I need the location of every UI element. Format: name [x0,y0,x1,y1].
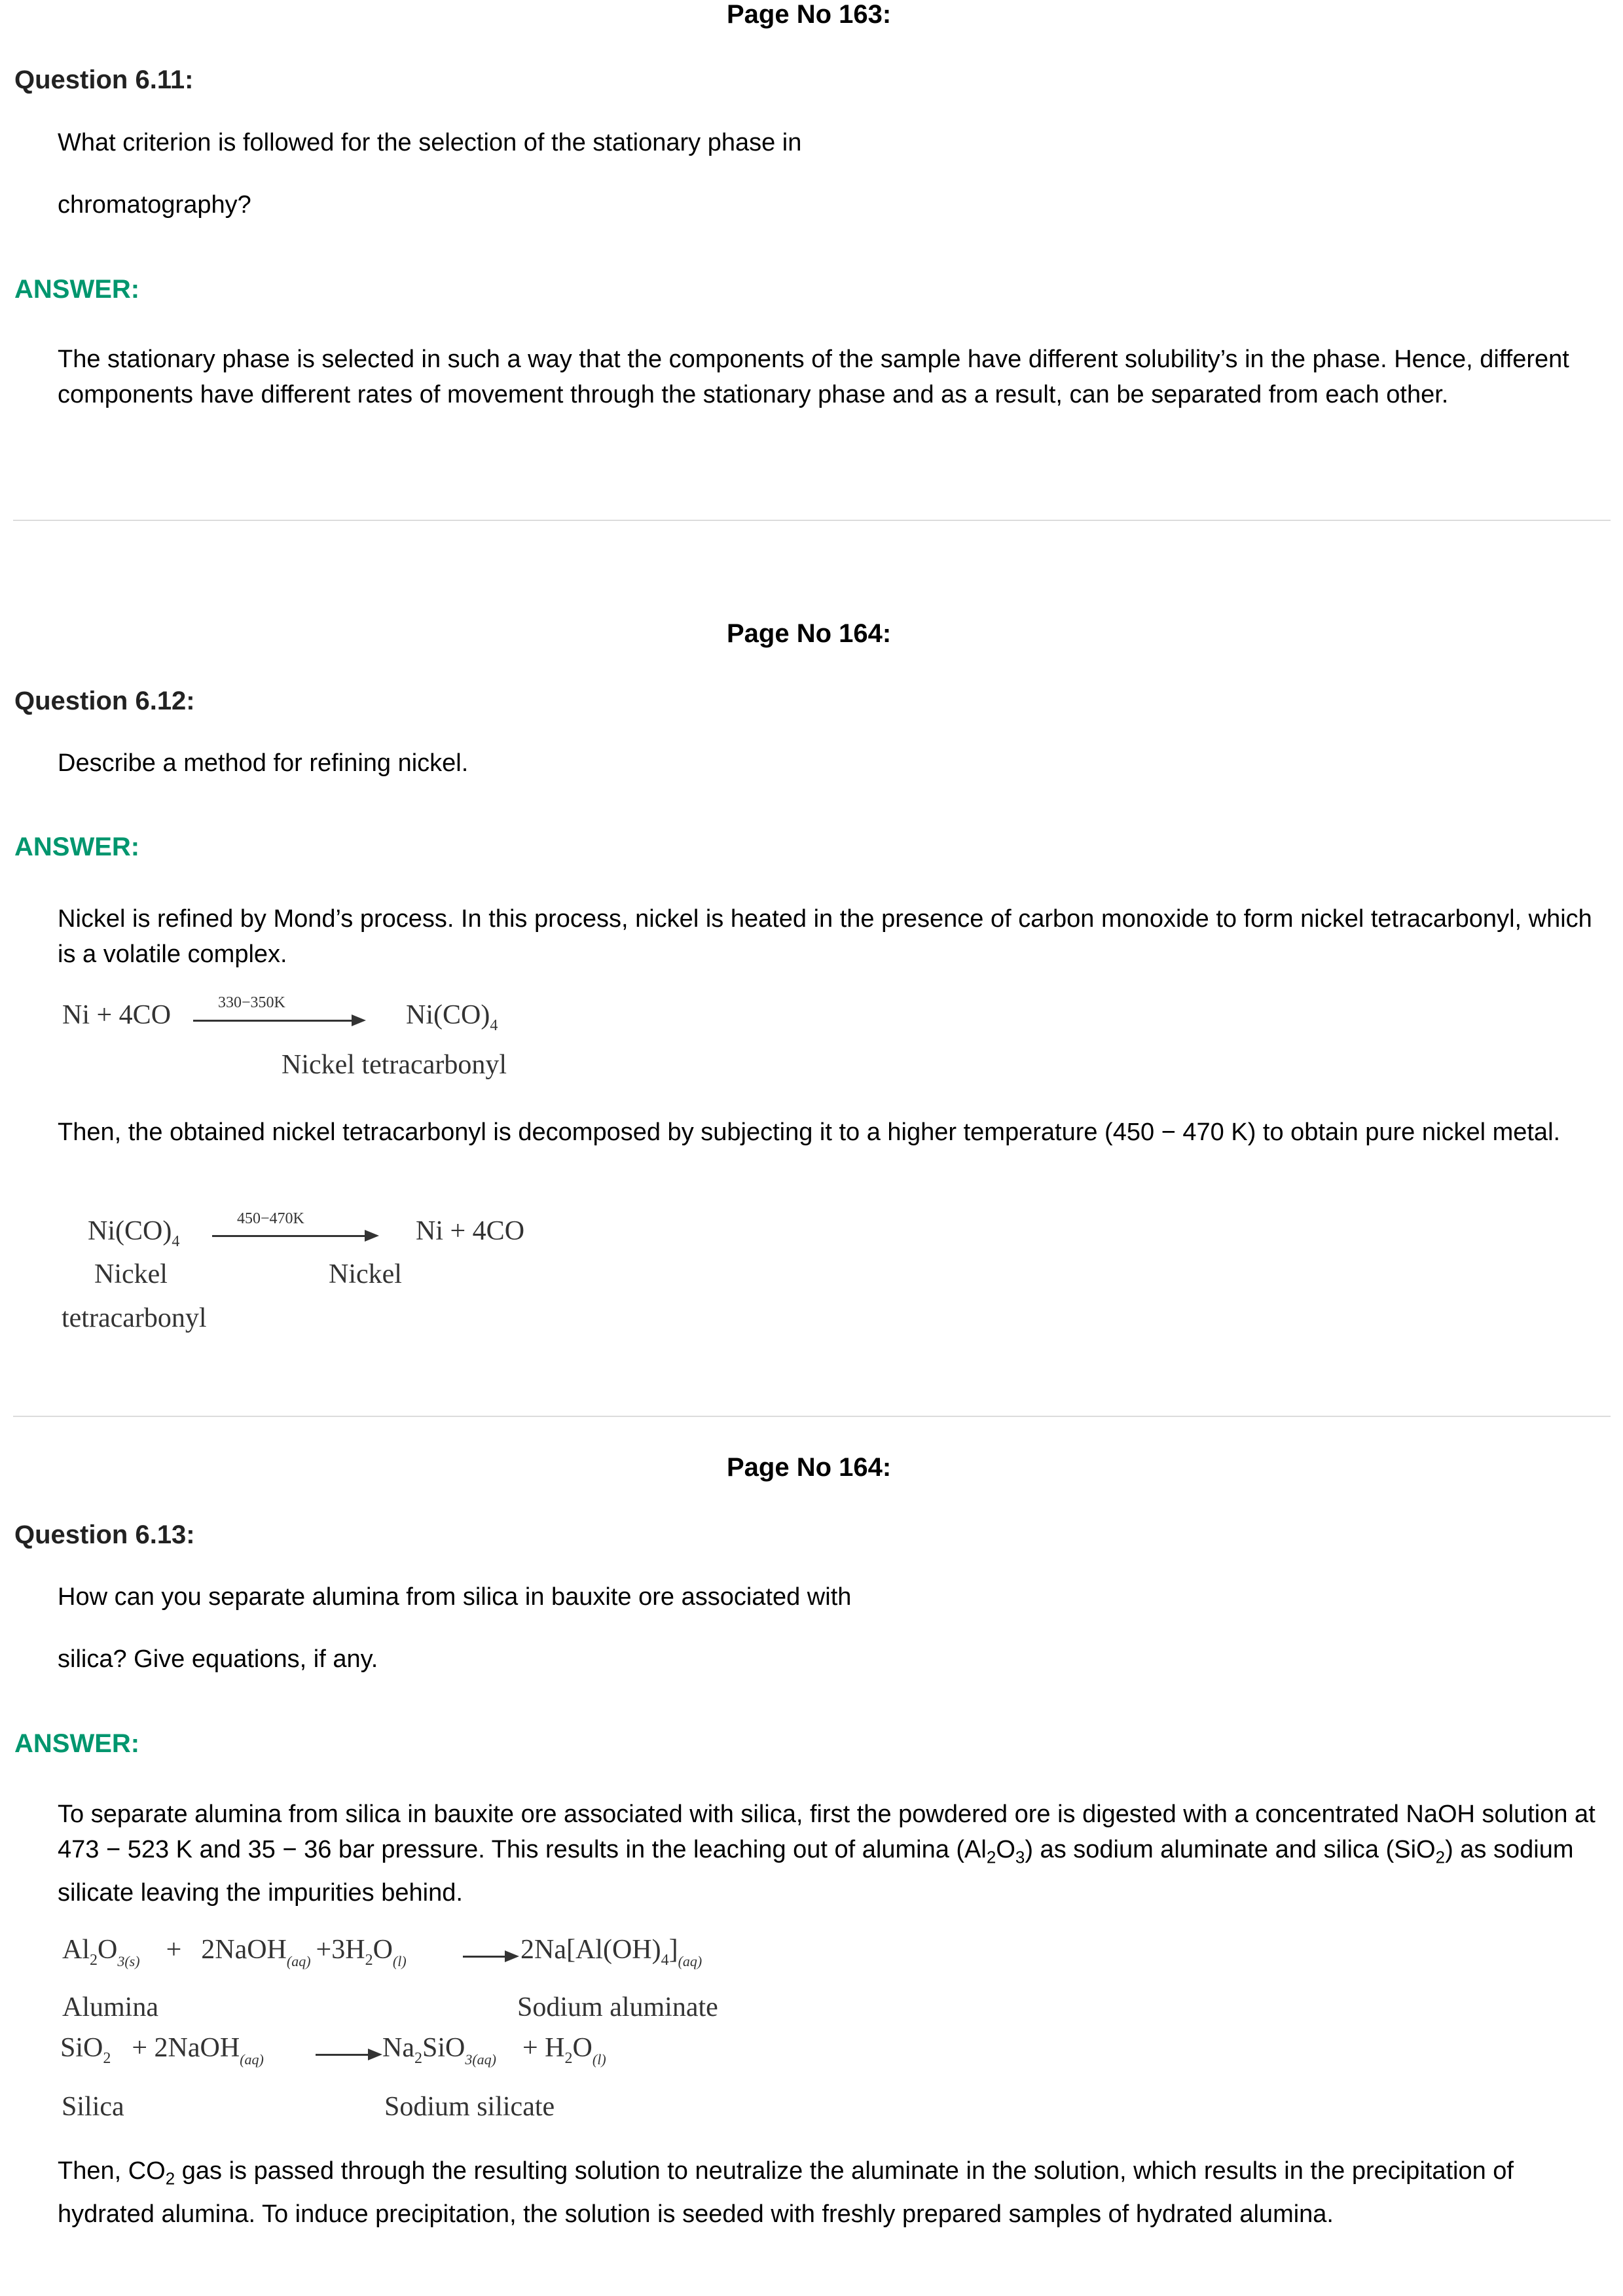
answer-paragraph: Nickel is refined by Mond’s process. In this process, nickel is heated in the presence of carbon monoxide to form nickel tetracarbonyl, which is a volatile complex. [58,905,1592,968]
equation-product: $Ni(CO)_4$ [406,1000,498,1034]
product-label: Nickel tetracarbonyl [282,1050,507,1080]
equation-product: $2Na[Al(OH)_4]_{(aq)}$ [520,1935,702,1969]
question-text-line-2: silica? Give equations, if any. [58,1645,378,1673]
question-text-line-2: chromatography? [58,191,251,219]
equation-reactants: Ni + 4CO [62,1000,172,1030]
arrowhead-icon [505,1950,519,1962]
section-divider [13,1416,1611,1417]
reaction-condition: 450−470K [237,1210,304,1227]
reaction-condition: 330−350K [218,994,285,1011]
answer-paragraph: To separate alumina from silica in bauxite ore associated with silica, first the powdered ore is digested with a concentrated NaOH solution at 473 − 523 K and 35 − 36 bar pressure. This results in the leaching out of alumina $(Al_2O_3)$ as sodium aluminate and silica (SiO$_2$) as sodium silicate leaving the impurities behind. [58,1801,1596,1907]
equation-reactants: $Al_2O_{3(s)}$ + 2NaOH$_{(aq)}$ $+3H_2O_{(l)}$ [62,1935,407,1969]
question-title: Question 6.13: [14,1520,195,1549]
equation-reactant: $Ni(CO)_4$ [88,1216,180,1250]
equation-alumina-digestion [62,1934,782,2022]
product-label: Sodium aluminate [517,1992,718,2022]
question-title: Question 6.12: [14,687,195,715]
equation-nickel-carbonyl-formation [62,994,534,1090]
question-text-line-1: Describe a method for refining nickel. [58,749,469,777]
reactant-label: Silica [62,2092,124,2122]
answer-paragraph: The stationary phase is selected in such a way that the components of the sample have different solubility’s in the phase. Hence, different components have different rates of movement through the stationary phase and as a result, can be separated from each other. [58,346,1569,408]
question-text-line-1: How can you separate alumina from silica in bauxite ore associated with [58,1583,852,1611]
answer-paragraph-2: Then, the obtained nickel tetracarbonyl is decomposed by subjecting it to a higher temperature (450 − 470 K) to obtain pure nickel metal. [58,1119,1561,1146]
equation-products: Ni + 4CO [416,1216,525,1246]
answer-paragraph-2: Then, $CO_2$ gas is passed through the resulting solution to neutralize the aluminate in the solution, which results in the precipitation of hydrated alumina. To induce precipitation, the solution is seeded with freshly prepared samples of hydrated alumina. [58,2157,1514,2228]
equation-silica-digestion [60,2032,715,2122]
question-title: Question 6.11: [14,65,194,94]
question-text-line-1: What criterion is followed for the selection of the stationary phase in [58,129,802,156]
answer-label: ANSWER: [14,1729,140,1758]
product-label: Nickel [329,1259,402,1289]
equation-reactants: SiO$_2$ + 2NaOH$_{(aq)}$ [60,2033,264,2068]
answer-label: ANSWER: [14,275,140,304]
arrowhead-icon [368,2049,382,2060]
product-label: Sodium silicate [384,2092,555,2122]
section-divider [13,520,1611,521]
equation-products: $Na_2SiO_{3(aq)} + H_2O_{(l)}$ [382,2033,606,2068]
equation-nickel-carbonyl-decomposition [60,1210,525,1345]
reaction-arrow [193,1020,357,1022]
page-number-163: Page No 163: [727,0,892,29]
reaction-arrow [212,1235,369,1237]
page-number-164: Page No 164: [727,1453,892,1482]
reaction-arrow [463,1956,509,1958]
page-number-164: Page No 164: [727,619,892,648]
answer-label: ANSWER: [14,833,140,861]
reactant-label-line-2: tetracarbonyl [62,1303,207,1333]
reactant-label-line-1: Nickel [94,1259,168,1289]
reactant-label: Alumina [62,1992,158,2022]
reaction-arrow [316,2054,371,2056]
